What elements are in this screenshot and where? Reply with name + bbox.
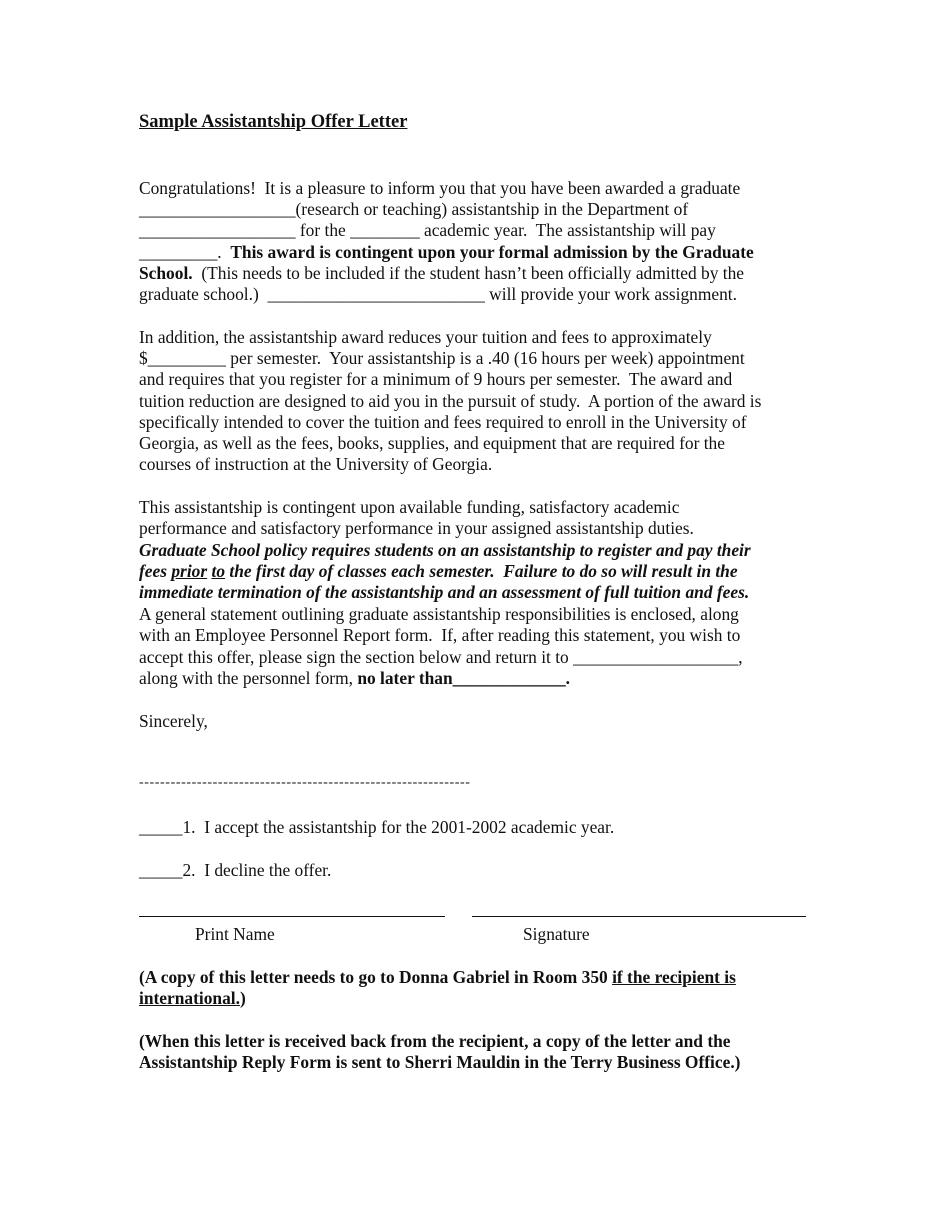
p2-line-2: $_________ per semester. Your assistantship is a .40 (16 hours per week) appointment	[139, 348, 745, 368]
contingent-statement: This award is contingent upon your formal admission by the Graduate	[230, 242, 754, 262]
p3-line-3: Graduate School policy requires students on an assistantship to register and pay their	[139, 540, 751, 560]
personnel-form-text: along with the personnel form,	[139, 668, 358, 688]
fees-text: fees	[139, 561, 172, 581]
to-word: to	[211, 561, 226, 581]
p2-line-4: tuition reduction are designed to aid you in the pursuit of study. A portion of the award is	[139, 391, 762, 411]
note-international-line-2	[139, 988, 246, 1009]
p1-line-4	[139, 242, 754, 263]
p2-line-6: Georgia, as well as the fees, books, supplies, and equipment that are required for the	[139, 433, 725, 453]
p3-line-5: immediate termination of the assistantship and an assessment of full tuition and fees.	[139, 582, 750, 602]
closing: Sincerely,	[139, 711, 208, 731]
cut-line: ---------------------------------------------------------------	[139, 775, 471, 790]
note-international-condition: if the recipient is	[612, 967, 736, 987]
p1-line-5	[139, 263, 744, 284]
p2-line-3: and requires that you register for a minimum of 9 hours per semester. The award and	[139, 369, 733, 389]
p2-line-1: In addition, the assistantship award reduces your tuition and fees to approximately	[139, 327, 712, 347]
note-international-text: (A copy of this letter needs to go to Donna Gabriel in Room 350	[139, 967, 613, 987]
p3-line-9	[139, 668, 570, 689]
prior-word: prior	[171, 561, 208, 581]
first-day-text: the first day of classes each semester. Failure to do so will result in the	[225, 561, 738, 581]
p1-line-1: Congratulations! It is a pleasure to inform you that you have been awarded a graduate	[139, 178, 741, 198]
signature-line	[472, 916, 806, 917]
note-international-line-1	[139, 967, 736, 988]
p3-line-1: This assistantship is contingent upon available funding, satisfactory academic	[139, 497, 680, 517]
deadline-field: no later than_____________.	[357, 668, 571, 688]
p1-line-3: __________________ for the ________ academic year. The assistantship will pay	[139, 220, 716, 240]
accept-option: _____1. I accept the assistantship for the 2001-2002 academic year.	[139, 817, 615, 837]
p3-line-2: performance and satisfactory performance in your assigned assistantship duties.	[139, 518, 694, 538]
p3-line-4	[139, 561, 738, 582]
school-word: School.	[139, 263, 193, 283]
print-name-label: Print Name	[195, 924, 275, 944]
letter-title: Sample Assistantship Offer Letter	[139, 112, 408, 132]
p1-line-6: graduate school.) _________________________ will provide your work assignment.	[139, 284, 737, 304]
p3-line-7: with an Employee Personnel Report form. If, after reading this statement, you wish to	[139, 625, 741, 645]
note-international-word: international.	[139, 988, 240, 1008]
note-return-line-2: Assistantship Reply Form is sent to Sherri Mauldin in the Terry Business Office.)	[139, 1052, 741, 1072]
pay-blank: _________.	[139, 242, 231, 262]
note-close-paren: )	[239, 988, 246, 1008]
signature-label: Signature	[523, 924, 590, 944]
p1-line-2: __________________(research or teaching) assistantship in the Department of	[139, 199, 689, 219]
p3-line-6: A general statement outlining graduate assistantship responsibilities is enclosed, along	[139, 604, 739, 624]
p2-line-5: specifically intended to cover the tuition and fees required to enroll in the University of	[139, 412, 747, 432]
p2-line-7: courses of instruction at the University of Georgia.	[139, 454, 493, 474]
decline-option: _____2. I decline the offer.	[139, 860, 332, 880]
note-return-line-1: (When this letter is received back from the recipient, a copy of the letter and the	[139, 1031, 731, 1051]
admission-note: (This needs to be included if the student hasn’t been officially admitted by the	[192, 263, 745, 283]
print-name-line	[139, 916, 445, 917]
p3-line-8: accept this offer, please sign the section below and return it to ___________________,	[139, 647, 743, 667]
